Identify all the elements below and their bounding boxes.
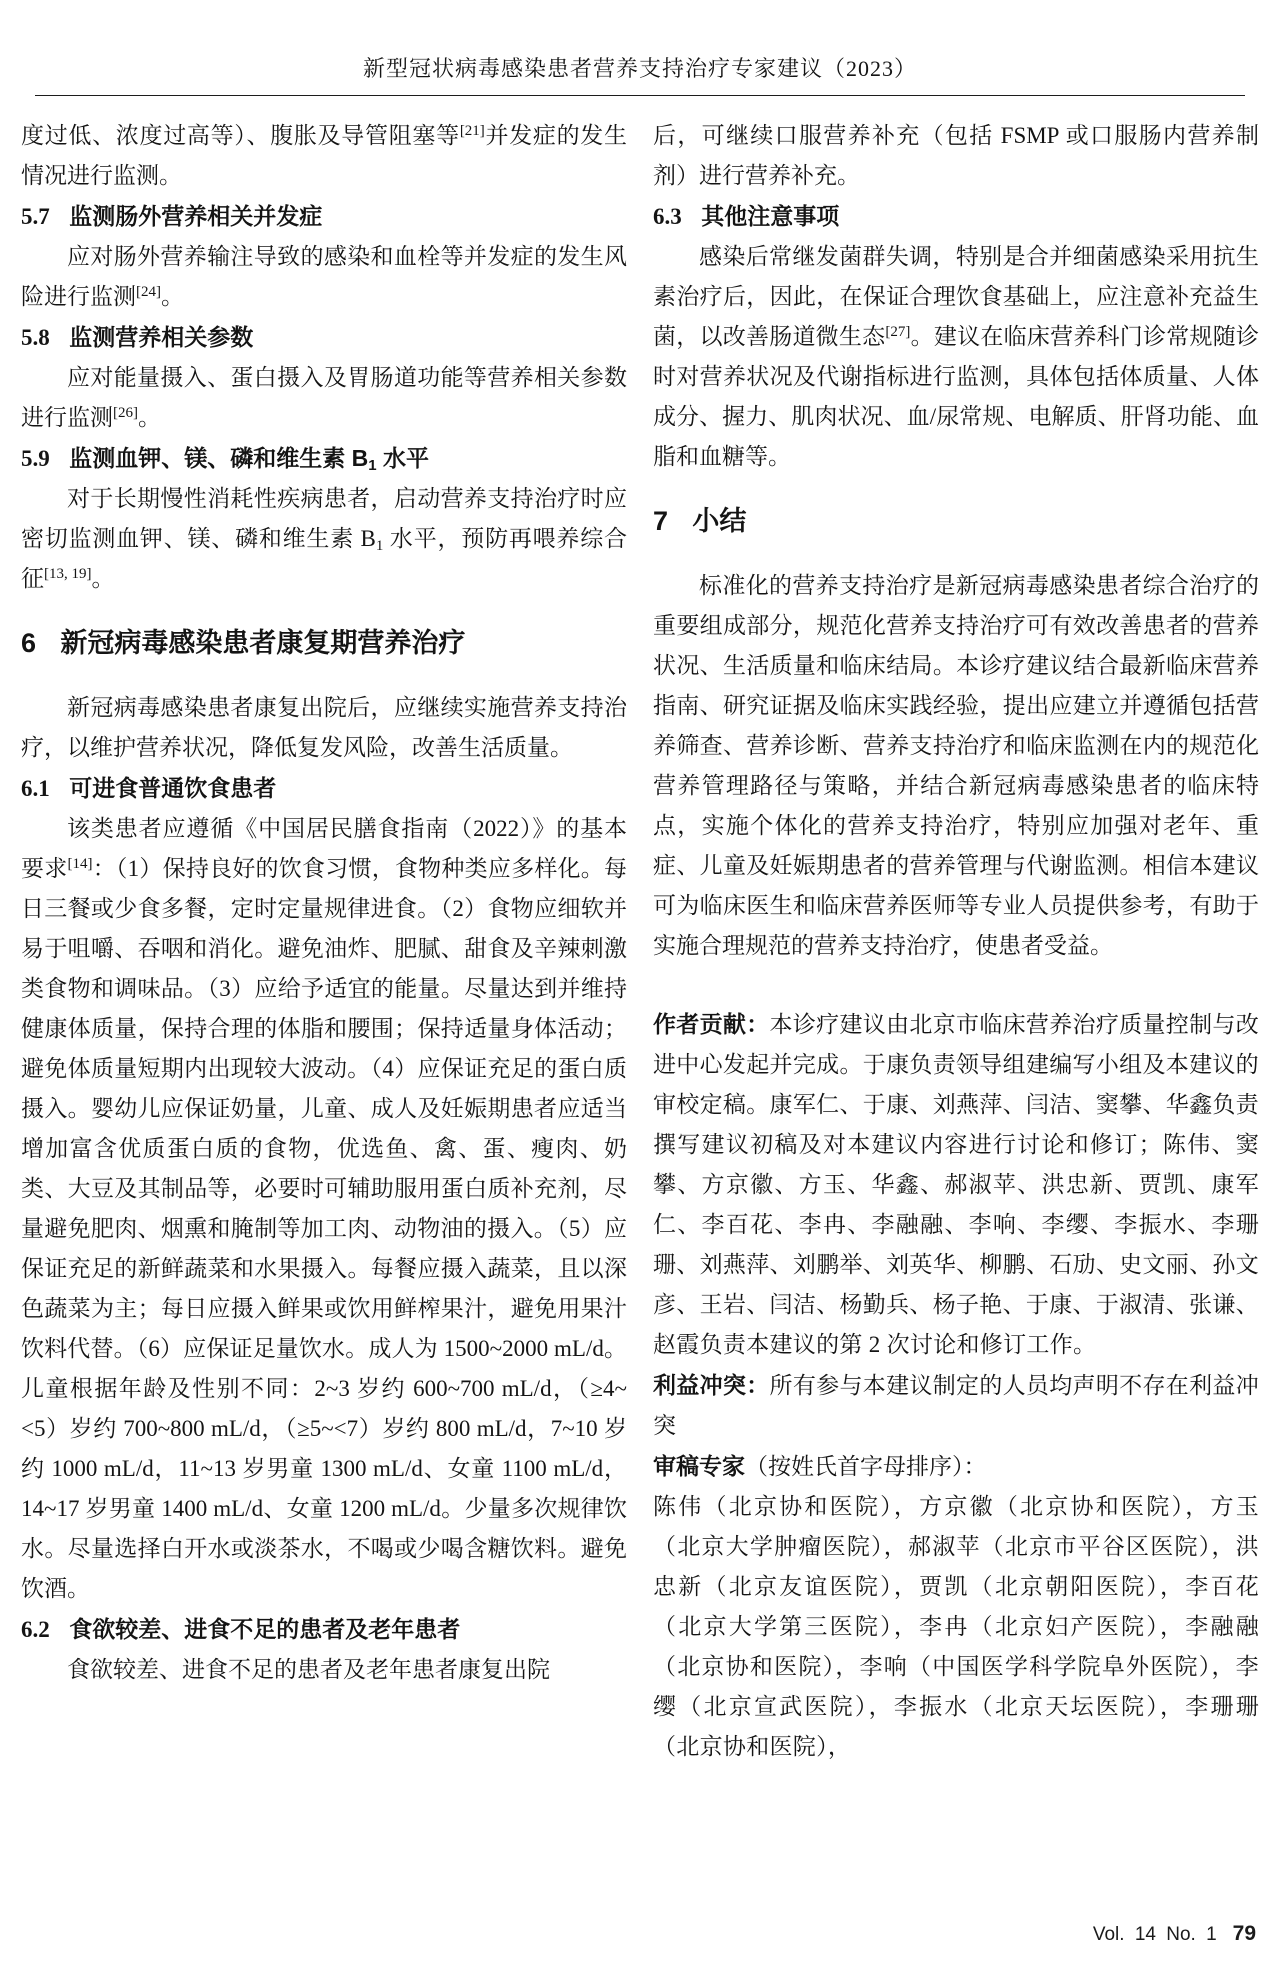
section-6-2-heading <box>21 1609 627 1650</box>
paragraph-5-7 <box>21 237 627 317</box>
left-column <box>21 116 627 1767</box>
text-run: 水平 <box>376 445 430 471</box>
text-run: 。 <box>91 566 115 591</box>
reviewers-label: 审稿专家 <box>653 1453 745 1479</box>
reference-superscript: [26] <box>113 404 138 421</box>
reference-superscript: [21] <box>459 122 485 139</box>
reference-superscript: [13, 19] <box>44 565 92 582</box>
reviewers-note: （按姓氏首字母排序）： <box>745 1454 987 1479</box>
volume-issue: Vol. 14 No. 1 <box>1092 1924 1217 1945</box>
subscript: 1 <box>375 537 384 554</box>
backmatter <box>653 1004 1259 1767</box>
section-title: 监测肠外营养相关并发症 <box>69 203 323 229</box>
conflict-of-interest-label: 利益冲突： <box>653 1372 770 1398</box>
section-number: 6.3 <box>653 204 682 229</box>
section-title: 新冠病毒感染患者康复期营养治疗 <box>60 628 466 658</box>
author-contributions <box>653 1004 1259 1365</box>
section-5-9-heading <box>21 438 627 479</box>
paragraph-6-2: 食欲较差、进食不足的患者及老年患者康复出院 <box>67 1657 550 1682</box>
text-run: 度过低、浓度过高等）、腹胀及导管阻塞等 <box>21 123 460 148</box>
section-5-8-heading <box>21 317 627 358</box>
section-title <box>69 445 430 474</box>
author-contributions-label: 作者贡献： <box>653 1011 770 1037</box>
reference-superscript: [14] <box>67 855 93 872</box>
text-run: 。建议在临床营养科门诊常规随诊时对营养状况及代谢指标进行监测，具体包括体质量、人体成分、握力、肌肉状况、血/尿常规、电解质、肝肾功能、血脂和血糖等。 <box>653 324 1259 469</box>
paragraph-6-3 <box>653 237 1259 477</box>
text-run: 该类患者应遵循《中国居民膳食指南（2022）》的基本要求 <box>21 816 627 881</box>
page-number: 79 <box>1232 1922 1256 1945</box>
author-contributions-text: 本诊疗建议由北京市临床营养治疗质量控制与改进中心发起并完成。于康负责领导组建编写小组及本建议的审校定稿。康军仁、于康、刘燕萍、闫洁、窦攀、华鑫负责撰写建议初稿及对本建议内容进行讨论和修订；陈伟、窦攀、方京徽、方玉、华鑫、郝淑苹、洪忠新、贾凯、康军仁、李百花、李冉、李融融、李响、李缨、李振水、李珊珊、刘燕萍、刘鹏举、刘英华、柳鹏、石劢、史文丽、孙文彦、王岩、闫洁、杨勤兵、杨子艳、于康、于淑清、张谦、赵霞负责本建议的第 2 次讨论和修订工作。 <box>653 1012 1259 1357</box>
text-run: 并发症的发生情况进行监测。 <box>21 123 627 188</box>
text-run: ：（1）保持良好的饮食习惯，食物种类应多样化。每日三餐或少食多餐，定时定量规律进食。（2）食物应细软并易于咀嚼、吞咽和消化。避免油炸、肥腻、甜食及辛辣刺激类食物和调味品。（3）应给予适宜的能量。尽量达到并维持健康体质量，保持合理的体脂和腰围；保持适量身体活动；避免体质量短期内出现较大波动。（4）应保证充足的蛋白质摄入。婴幼儿应保证奶量，儿童、成人及妊娠期患者应适当增加富含优质蛋白质的食物，优选鱼、禽、蛋、瘦肉、奶类、大豆及其制品等，必要时可辅助服用蛋白质补充剂，尽量避免肥肉、烟熏和腌制等加工肉、动物油的摄入。（5）应保证充足的新鲜蔬菜和水果摄入。每餐应摄入蔬菜，且以深色蔬菜为主；每日应摄入鲜果或饮用鲜榨果汁，避免用果汁饮料代替。（6）应保证足量饮水。成人为 1500~2000 mL/d。儿童根据年龄及性别不同：2~3 岁约 600~700 mL/d，（≥4~<5）岁约 700~800 mL/d，（≥5~<7）岁约 800 mL/d，7~10 岁约 1000 mL/d，11~13 岁男童 1300 mL/d、女童 1100 mL/d，14~17 岁男童 1400 mL/d、女童 1200 mL/d。少量多次规律饮水。尽量选择白开水或淡茶水，不喝或少喝含糖饮料。避免饮酒。 <box>21 856 627 1601</box>
section-number: 6 <box>21 628 37 658</box>
text-run: 感染后常继发菌群失调，特别是合并细菌感染采用抗生素治疗后，因此，在保证合理饮食基础上，应注意补充益生菌，以改善肠道微生态 <box>653 244 1259 349</box>
section-7-heading <box>653 504 1259 538</box>
paragraph-6-1 <box>21 809 627 1609</box>
paragraph-6-intro: 新冠病毒感染患者康复出院后，应继续实施营养支持治疗，以维护营养状况，降低复发风险，改善生活质量。 <box>21 695 627 760</box>
text-run: 应对能量摄入、蛋白摄入及胃肠道功能等营养相关参数进行监测 <box>21 365 627 430</box>
section-title: 其他注意事项 <box>701 203 840 229</box>
text-run: 对于长期慢性消耗性疾病患者，启动营养支持治疗时应密切监测血钾、镁、磷和维生素 B <box>21 486 627 551</box>
section-6-heading <box>21 626 627 660</box>
page-title: 新型冠状病毒感染患者营养支持治疗专家建议（2023） <box>362 56 917 81</box>
text-run: 水平，预防再喂养综合征 <box>21 526 627 591</box>
text-run: 监测血钾、镁、磷和维生素 B <box>69 445 369 471</box>
section-number: 6.2 <box>21 1617 50 1642</box>
reference-superscript: [27] <box>885 323 911 340</box>
conflict-of-interest-text: 所有参与本建议制定的人员均声明不存在利益冲突 <box>653 1373 1259 1438</box>
header-rule <box>35 95 1245 96</box>
section-number: 5.8 <box>21 325 50 350</box>
paragraph-7-summary: 标准化的营养支持治疗是新冠病毒感染患者综合治疗的重要组成部分，规范化营养支持治疗可有效改善患者的营养状况、生活质量和临床结局。本诊疗建议结合最新临床营养指南、研究证据及临床实践经验，提出应建立并遵循包括营养筛查、营养诊断、营养支持治疗和临床监测在内的规范化营养管理路径与策略，并结合新冠病毒感染患者的临床特点，实施个体化的营养支持治疗，特别应加强对老年、重症、儿童及妊娠期患者的营养管理与代谢监测。相信本建议可为临床医生和临床营养医师等专业人员提供参考，有助于实施合理规范的营养支持治疗，使患者受益。 <box>653 573 1259 958</box>
section-number: 5.7 <box>21 204 50 229</box>
section-5-7-heading <box>21 196 627 237</box>
section-6-1-heading <box>21 768 627 809</box>
section-number: 7 <box>653 506 669 536</box>
page-header <box>21 56 1259 96</box>
section-number: 5.9 <box>21 446 50 471</box>
paragraph-complications-continued <box>21 116 627 196</box>
section-title: 食欲较差、进食不足的患者及老年患者 <box>69 1616 461 1642</box>
subscript: 1 <box>368 456 377 474</box>
text-run: 应对肠外营养输注导致的感染和血栓等并发症的发生风险进行监测 <box>21 244 627 309</box>
section-title: 小结 <box>692 506 747 536</box>
paragraph-5-8 <box>21 358 627 438</box>
paragraph-6-2-continued: 后，可继续口服营养补充（包括 FSMP 或口服肠内营养制剂）进行营养补充。 <box>653 123 1259 188</box>
reference-superscript: [24] <box>136 283 161 300</box>
conflict-of-interest <box>653 1365 1259 1446</box>
text-run: 。 <box>138 405 161 430</box>
page-footer <box>1093 1922 1256 1946</box>
paragraph-5-9 <box>21 479 627 599</box>
section-6-3-heading <box>653 196 1259 237</box>
section-title: 监测营养相关参数 <box>69 324 254 350</box>
two-column-body <box>21 116 1259 1767</box>
right-column <box>653 116 1259 1767</box>
reviewers-list: 陈伟（北京协和医院），方京徽（北京协和医院），方玉（北京大学肿瘤医院），郝淑苹（北京市平谷区医院），洪忠新（北京友谊医院），贾凯（北京朝阳医院），李百花（北京大学第三医院），李冉（北京妇产医院），李融融（北京协和医院），李响（中国医学科学院阜外医院），李缨（北京宣武医院），李振水（北京天坛医院），李珊珊（北京协和医院）， <box>653 1494 1259 1759</box>
section-number: 6.1 <box>21 776 50 801</box>
section-title: 可进食普通饮食患者 <box>69 775 277 801</box>
reviewers-heading <box>653 1446 1259 1487</box>
text-run: 。 <box>161 284 184 309</box>
